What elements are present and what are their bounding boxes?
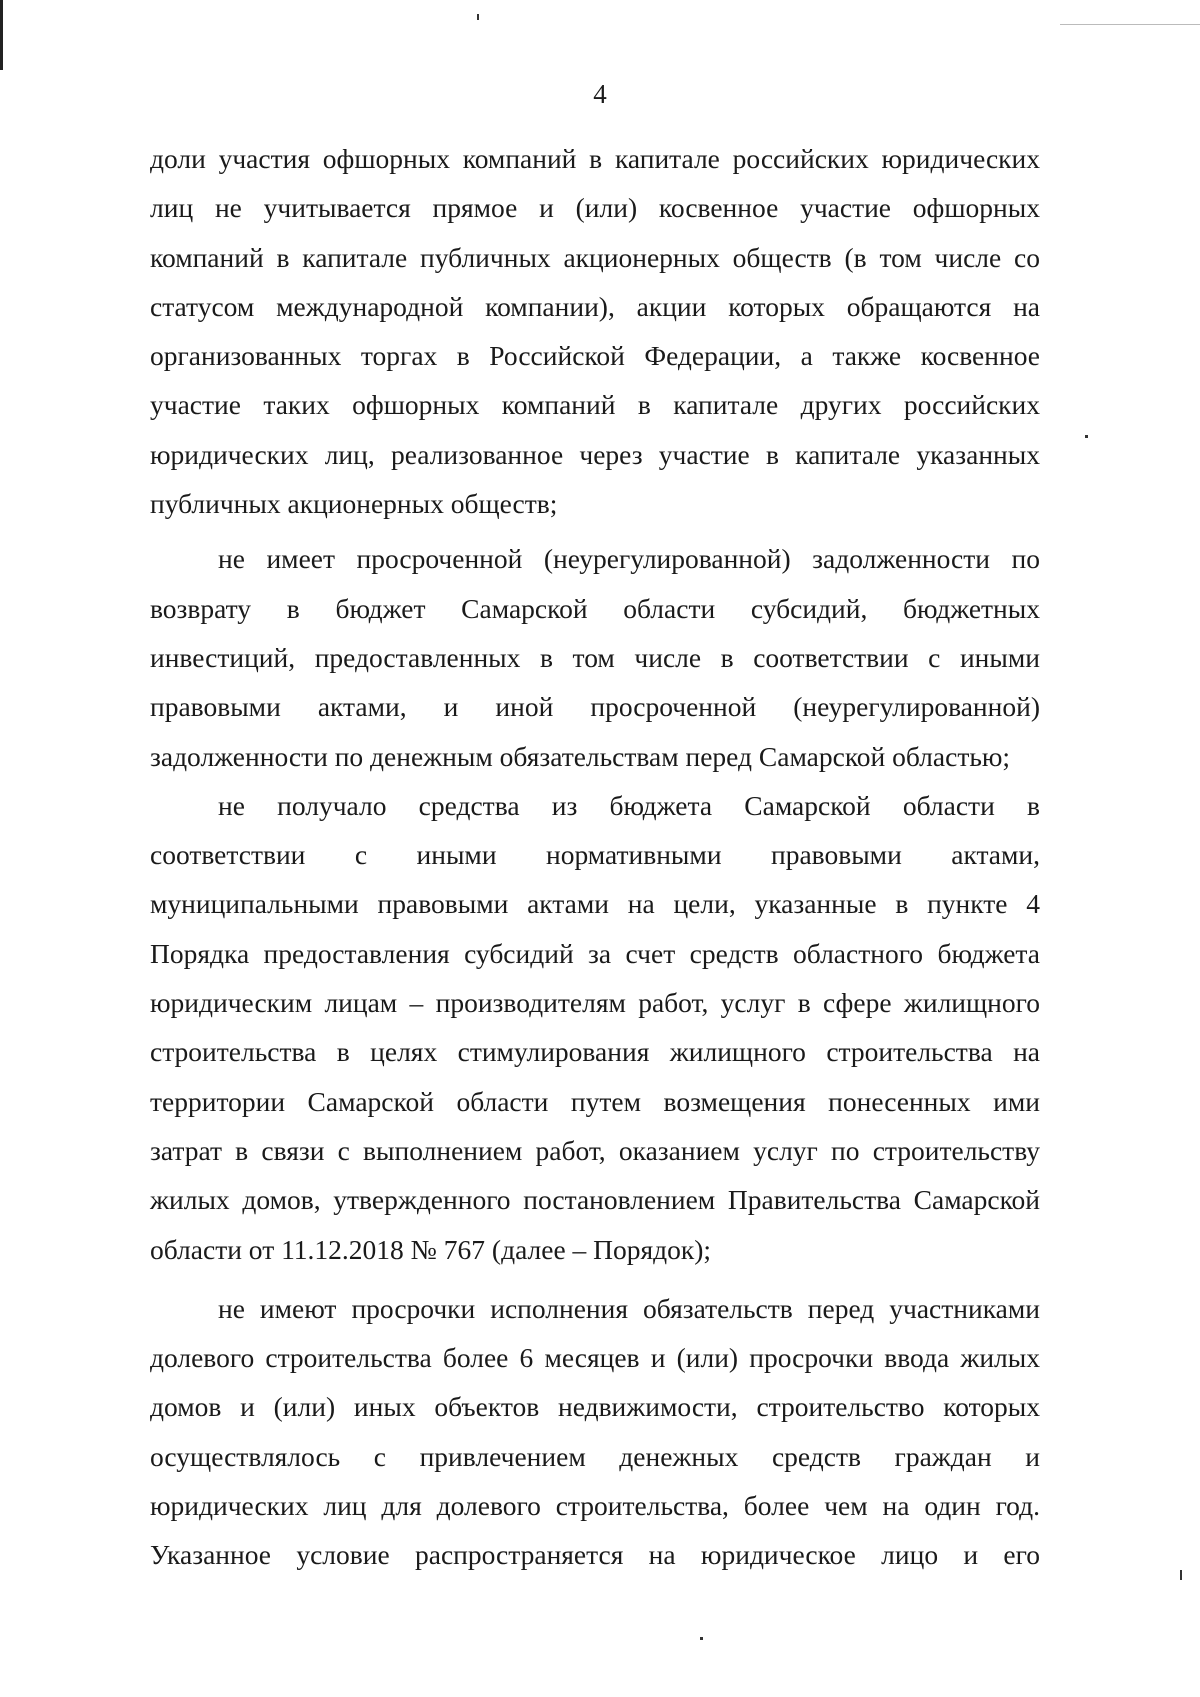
text-line: публичных акционерных обществ; (150, 488, 558, 520)
scan-speck (477, 14, 479, 20)
text-line: соответствии с иными нормативными правовыми актами, (150, 839, 1040, 871)
scan-speck (1180, 1570, 1182, 1580)
scan-speck (1085, 435, 1088, 438)
text-line: участие таких офшорных компаний в капитале других российских (150, 389, 1040, 421)
text-line: области от 11.12.2018 № 767 (далее – Порядок); (150, 1233, 712, 1265)
text-line: территории Самарской области путем возмещения понесенных ими (150, 1085, 1040, 1117)
text-line: инвестиций, предоставленных в том числе в соответствии с иными (150, 641, 1040, 673)
scan-speck (700, 1637, 703, 1640)
scan-edge-mark (0, 0, 3, 70)
text-line: задолженности по денежным обязательствам перед Самарской областью; (150, 740, 1011, 772)
text-line: осуществлялось с привлечением денежных средств граждан и (150, 1440, 1040, 1472)
document-body (150, 134, 1040, 1580)
text-line: муниципальными правовыми актами на цели, указанные в пункте 4 (150, 888, 1040, 920)
text-line: лиц не учитывается прямое и (или) косвенное участие офшорных (150, 192, 1040, 224)
text-line: организованных торгах в Российской Федерации, а также косвенное (150, 340, 1040, 372)
text-line: юридических лиц, реализованное через участие в капитале указанных (150, 438, 1040, 470)
text-line: долевого строительства более 6 месяцев и (или) просрочки ввода жилых (150, 1342, 1040, 1374)
text-line: не имеет просроченной (неурегулированной) задолженности по (218, 543, 1040, 575)
text-line: компаний в капитале публичных акционерных обществ (в том числе со (150, 241, 1040, 273)
text-line: юридических лиц для долевого строительства, более чем на один год. (150, 1490, 1040, 1522)
text-line: правовыми актами, и иной просроченной (неурегулированной) (150, 691, 1040, 723)
page-number: 4 (593, 79, 607, 109)
text-line: Порядка предоставления субсидий за счет средств областного бюджета (150, 937, 1040, 969)
scan-edge-mark (1060, 0, 1200, 25)
text-line: возврату в бюджет Самарской области субсидий, бюджетных (150, 592, 1040, 624)
text-line: юридическим лицам – производителям работ, услуг в сфере жилищного (150, 987, 1040, 1019)
text-line: Указанное условие распространяется на юридическое лицо и его (150, 1539, 1040, 1571)
text-line: домов и (или) иных объектов недвижимости, строительство которых (150, 1391, 1040, 1423)
text-line: жилых домов, утвержденного постановлением Правительства Самарской (150, 1184, 1040, 1216)
text-line: не получало средства из бюджета Самарской области в (218, 789, 1040, 821)
text-line: не имеют просрочки исполнения обязательств перед участниками (218, 1292, 1040, 1324)
text-line: строительства в целях стимулирования жилищного строительства на (150, 1036, 1040, 1068)
text-line: доли участия офшорных компаний в капитале российских юридических (150, 143, 1040, 174)
text-line: статусом международной компании), акции которых обращаются на (150, 290, 1040, 322)
text-line: затрат в связи с выполнением работ, оказанием услуг по строительству (150, 1134, 1040, 1166)
